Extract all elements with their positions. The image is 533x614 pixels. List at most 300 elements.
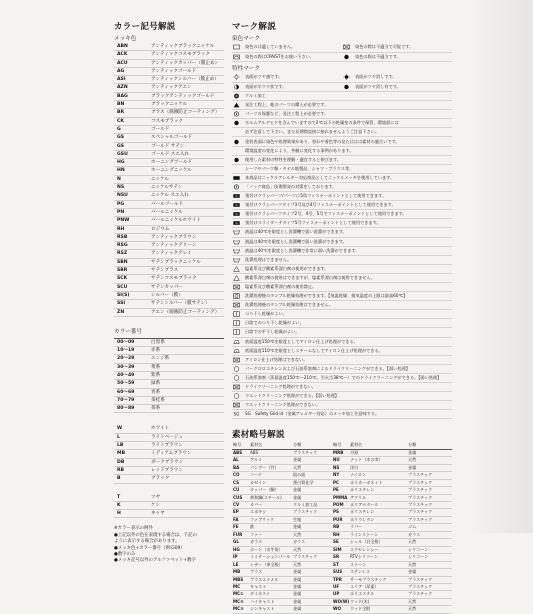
mark-row — [232, 347, 452, 356]
hand-wash-icon — [232, 257, 240, 263]
resin-row — [114, 339, 224, 347]
material-code: SE — [332, 539, 349, 546]
dry-f-icon — [232, 375, 240, 381]
material-name: ファー — [249, 531, 292, 538]
metal-row — [114, 284, 224, 292]
material-row — [232, 509, 452, 516]
color-code-column — [114, 20, 224, 565]
material-row — [232, 576, 452, 583]
dye-cross-icon — [342, 44, 350, 50]
metal-code: AG — [117, 68, 125, 74]
iron-150-icon — [232, 339, 240, 345]
mark-text: 必ず注意して下さい。また長期間直接に接れませんようご注意下さい。 — [245, 129, 380, 135]
metal-name: ゴールド スエ入れ — [151, 151, 190, 157]
material-code: NY — [332, 472, 349, 479]
finish-code: K — [117, 502, 121, 508]
material-code: GL — [232, 539, 249, 546]
metal-name: アンティックグリーン — [151, 243, 197, 249]
metal-code: NS — [117, 185, 125, 191]
material-kind: 生地 — [292, 516, 332, 523]
letters-name: レッドブラウン — [151, 467, 183, 473]
material-kind: プラスチック — [407, 583, 452, 590]
mark-text: 染色のは適していません。 — [245, 44, 296, 50]
mark-row — [232, 338, 452, 347]
metal-row — [114, 68, 224, 76]
material-row — [232, 598, 452, 605]
material-code: CS — [232, 479, 249, 486]
metal-code: ZN — [117, 309, 125, 315]
metal-name: パールニッケル — [151, 209, 183, 215]
material-name: カバー — [249, 502, 292, 509]
shade-dry-icon — [232, 320, 240, 326]
metal-name: コスモブラック — [151, 118, 184, 124]
metal-code: GS — [117, 135, 125, 141]
mark-column — [232, 20, 452, 614]
mark-text: 底面温度150℃を限度としてアイロン仕上げ処理ができる。 — [245, 338, 358, 344]
metal-row — [114, 259, 224, 267]
metal-row — [114, 176, 224, 184]
metal-row — [114, 76, 224, 84]
mark-text: アイロン仕上げ処理はできない。 — [245, 356, 308, 362]
finish-code: T — [117, 494, 121, 500]
circle-dot-icon — [232, 111, 240, 117]
resin-code: 60〜69 — [117, 389, 135, 395]
mark-row — [232, 137, 452, 146]
svg-text:G: G — [234, 203, 238, 208]
material-kind: 金属 — [407, 449, 452, 456]
mark-row — [232, 247, 452, 256]
drop-icon — [232, 157, 240, 163]
mark-row — [232, 128, 452, 137]
material-kind: 金属 — [407, 464, 452, 471]
metal-row — [114, 109, 224, 117]
resin-code: 40〜49 — [117, 372, 135, 378]
mark-text: 底面温度110℃を限度としスチームなしでアイロン仕上げ処理ができる。 — [245, 347, 383, 353]
material-code: UP — [332, 591, 349, 598]
metal-row — [114, 209, 224, 217]
material-kind: プラスチック — [292, 449, 332, 456]
letters-name: ライトブラウン — [151, 443, 183, 449]
material-row — [232, 583, 452, 590]
metal-row — [114, 51, 224, 59]
metal-name: サテンブラス — [151, 268, 179, 274]
material-header: 分類 — [292, 442, 332, 449]
finish-row — [114, 510, 224, 518]
color-notes — [114, 526, 224, 564]
resin-code: 00〜09 — [117, 339, 135, 345]
metal-code: SCU — [117, 284, 128, 290]
flat-dry-icon — [232, 329, 240, 335]
metal-code: SCK — [117, 276, 128, 282]
material-code: SIM — [332, 546, 349, 553]
dye-plain-icon — [232, 44, 240, 50]
resin-row — [114, 372, 224, 380]
wash-30-icon — [232, 229, 240, 235]
mark-text: 張付けスライダーテタイプ5号ファスナーポイントとして使用できます。 — [245, 220, 381, 226]
finish-name: ケシ — [151, 502, 161, 508]
material-name: RTVシリコーン — [349, 554, 407, 561]
blank-icon — [232, 166, 240, 172]
finish-name: ヰッヤ — [151, 511, 165, 517]
letters-row — [114, 467, 224, 475]
mark-text: SG Safety Glid id（金属アレルギー対応）のメッキ加工を意味する。 — [245, 411, 380, 417]
metal-name: ホーニングゴールド — [151, 160, 193, 166]
material-kind: 天然 — [292, 546, 332, 553]
metal-row — [114, 192, 224, 200]
mark-row — [232, 165, 452, 174]
material-code: TPR — [332, 576, 349, 583]
material-code: CUS — [232, 494, 249, 501]
mark-row — [232, 83, 342, 93]
mark-text: 液温は40℃を限度とし洗濯機で弱い洗濯ができます。 — [245, 229, 347, 235]
material-kind: 金属 — [292, 494, 332, 501]
mark-row — [232, 156, 452, 165]
blank-icon — [232, 148, 240, 154]
metal-code: ACK — [117, 52, 128, 58]
metal-row — [114, 60, 224, 68]
metal-name: パールニッケルホワイト — [151, 218, 201, 224]
letters-name: ライトベージュ — [151, 434, 183, 440]
material-name: ナイロン — [349, 472, 407, 479]
dye-mark-rows — [232, 43, 452, 62]
mark-row — [232, 210, 452, 219]
material-kind: プラスチック — [407, 494, 452, 501]
line-dry-icon — [232, 311, 240, 317]
material-name: ダイカスト — [249, 591, 292, 598]
metal-row — [114, 84, 224, 92]
material-name: ラバー — [349, 524, 407, 531]
resin-code: 20〜29 — [117, 356, 135, 362]
material-name: 黄和銅(スチール) — [249, 494, 292, 501]
note-line: ●数字のみ — [114, 552, 136, 558]
metal-code: PN — [117, 209, 125, 215]
material-name: 洋白 — [349, 464, 407, 471]
material-code: MC② — [232, 598, 249, 605]
mark-text: 表面がツヤ消しです。 — [355, 74, 397, 80]
material-row — [232, 472, 452, 479]
material-name: サーモプラスチック — [349, 576, 407, 583]
material-code: FUR — [232, 531, 249, 538]
material-code: ST — [332, 561, 349, 568]
metal-code: NSU — [117, 193, 128, 199]
mark-text: 液温は40℃を限度とし洗濯機で弱い洗濯ができます。 — [245, 238, 347, 244]
note-line: ●上記以外の色を表現する場合は、下記の — [114, 532, 197, 538]
material-header: 略号 — [332, 442, 349, 449]
bleach-o-icon — [232, 275, 240, 281]
material-kind: 天然 — [407, 539, 452, 546]
mark-row — [232, 174, 452, 183]
mark-row — [232, 201, 452, 210]
material-code: PE — [332, 487, 349, 494]
mark-text: 張付けクラシパーツタイプ3号及び4号ファスナーポイントとして使用できます。 — [245, 202, 396, 208]
resin-name: 紫系 — [151, 372, 161, 378]
mark-text: 染色の際は不適当です。 — [355, 53, 401, 59]
metal-name: サテンカッパー — [151, 284, 183, 290]
material-row — [232, 479, 452, 486]
material-name: コード — [249, 472, 292, 479]
cube-icon — [232, 139, 240, 145]
material-name: ストーン — [349, 561, 407, 568]
dye-heading: 染色マーク — [232, 36, 260, 42]
material-name: イミテーションパール — [250, 554, 291, 560]
mark-row — [232, 383, 452, 392]
material-name: アクリル — [349, 494, 407, 501]
wrench-icon — [232, 120, 240, 126]
material-table — [232, 442, 452, 613]
material-name: ホーン（水牛角） — [249, 546, 292, 553]
metal-row — [114, 275, 224, 283]
metal-code: GS — [117, 143, 125, 149]
material-code: PS — [332, 509, 349, 516]
mark-text: パークロロエチレンおよび石油系溶剤によるドライクリーニングができる。【弱い処理】 — [245, 365, 410, 371]
material-code: WO — [332, 606, 349, 613]
dye-rainbow-icon — [232, 54, 240, 60]
material-kind: プラスチック — [407, 516, 452, 523]
material-header: 素材名 — [349, 442, 407, 449]
material-name: カッパー（銅） — [249, 487, 292, 494]
resin-row — [114, 380, 224, 388]
note-line: ●メッキ色+カラー番号（例:G09） — [114, 545, 185, 551]
letters-name: ミディアムブラウン — [151, 451, 192, 457]
letters-row — [114, 450, 224, 458]
finish-row — [114, 494, 224, 502]
material-kind: 天然 — [407, 606, 452, 613]
material-row — [232, 531, 452, 538]
material-name: アルミ — [249, 457, 292, 464]
mark-text: クルミ加工 — [245, 93, 266, 99]
material-code: PC — [332, 479, 349, 486]
finish-name: ツヤ — [151, 494, 161, 500]
letters-code: DB — [117, 459, 125, 465]
mark-row — [232, 92, 452, 101]
metal-code: PNW — [117, 218, 130, 224]
material-kind: 金属 — [292, 457, 332, 464]
material-kind: 金属 — [292, 576, 332, 583]
material-kind: プラスチック — [407, 472, 452, 479]
note-line: ●メッキ記号以外のアルファベット+数字 — [114, 558, 196, 564]
material-kind: プラスチック — [407, 487, 452, 494]
resin-name: 緑系 — [151, 381, 161, 387]
material-row — [232, 591, 452, 598]
mark-row — [232, 319, 452, 328]
dye-line — [232, 43, 452, 53]
mark-text: 張付けクラシパーツ/パーツに5角ファスナーポイントとして使用できます。 — [245, 193, 387, 199]
letters-name: ダークブラウン — [151, 459, 184, 465]
mark-text: ドライクリーニング処理ができない。 — [245, 384, 316, 390]
material-kind: 蛋白質化学 — [292, 479, 332, 486]
metal-row — [114, 143, 224, 151]
mark-text: 本商品はニッケルアレルギー対応商品としてニッケルメッキを使用しています。 — [245, 174, 395, 180]
metal-code: HG — [117, 160, 125, 166]
metal-heading: メッキ色 — [114, 36, 137, 42]
metal-row — [114, 217, 224, 225]
metal-name: アンティックカッパー（膜止め） — [151, 60, 220, 66]
metal-row — [114, 226, 224, 234]
metal-code: RSG — [117, 243, 128, 249]
ring-icon — [232, 184, 240, 190]
letters-row — [114, 434, 224, 442]
metal-code: BN — [117, 102, 125, 108]
material-name: ユリア（尿素） — [349, 583, 407, 590]
letters-code: RB — [117, 467, 125, 473]
resin-code: 70〜79 — [117, 397, 135, 403]
material-kind: 天然 — [292, 561, 332, 568]
material-name: シンキャスト — [249, 606, 292, 613]
fastener-4-icon — [232, 220, 240, 226]
metal-code: RH — [117, 226, 125, 232]
metal-row — [114, 167, 224, 175]
material-name: ステンレス — [349, 569, 407, 576]
metal-name: ニッケル — [151, 176, 169, 182]
material-kind: 天然 — [292, 464, 332, 471]
metal-code: SBN — [117, 259, 128, 265]
mark-row — [232, 119, 452, 128]
resin-row — [114, 347, 224, 355]
svg-text:G: G — [234, 212, 238, 217]
page-edge-shadow — [470, 0, 533, 533]
material-code: SUS — [332, 569, 349, 576]
material-code: RH — [332, 531, 349, 538]
mark-row — [342, 43, 452, 53]
letters-code: L — [117, 434, 120, 440]
mark-row — [232, 192, 452, 201]
material-code: PMMA — [333, 494, 348, 500]
fastener-1-icon — [232, 193, 240, 199]
metal-name: アンティックブラックニッケル — [151, 44, 215, 49]
leaf-icon — [232, 175, 240, 181]
no-wet-icon — [232, 402, 240, 408]
mark-text: 日陰での平干し乾燥がよい。 — [245, 329, 300, 335]
mark-text: つり干し乾燥がよい。 — [245, 311, 287, 317]
material-header-row — [232, 442, 452, 449]
resin-name: 茶系 — [151, 406, 161, 412]
swirl-icon — [342, 84, 350, 90]
mark-row — [232, 256, 452, 265]
metal-row — [114, 267, 224, 275]
note-line: ※カラー表示の例外 — [114, 526, 153, 532]
metal-row — [114, 101, 224, 109]
mark-text: 液温は40℃を限度とし洗濯機で非常に弱い洗濯ができます。 — [245, 247, 360, 253]
mark-row — [342, 53, 452, 63]
bleach-icon — [232, 266, 240, 272]
mark-text: 日陰でのつり干し乾燥がよい。 — [245, 320, 304, 326]
letters-name: ホワイト — [151, 426, 170, 432]
feature-pair-line — [232, 73, 452, 83]
resin-name: 青系 — [151, 389, 161, 395]
material-name: エポキシ — [249, 509, 292, 516]
mark-text: 染色の際は不適当で可能です。 — [355, 44, 414, 50]
material-kind: プラスチック — [407, 509, 452, 516]
material-kind: 金属 — [407, 569, 452, 576]
no-iron-icon — [232, 357, 240, 363]
mark-text: 石油系溶剤（蒸留温度150℃〜210℃、引火点38℃〜）でのドライクリーニングができる。【弱い処理】 — [245, 374, 442, 380]
metal-code: GSU — [117, 151, 128, 157]
metal-name: ニッケルサテン — [151, 185, 183, 191]
material-name: ポリカーボネイト — [349, 479, 407, 486]
material-kind: プラスチック — [292, 509, 332, 516]
mark-row — [232, 283, 452, 292]
material-kind: シリコーン — [407, 546, 452, 553]
material-name: ポリエステル — [349, 591, 407, 598]
material-header: 略号 — [232, 442, 249, 449]
resin-name: エンジ系 — [151, 356, 170, 362]
material-kind: 金属 — [292, 591, 332, 598]
mark-row — [232, 274, 452, 283]
finish-code: H — [117, 511, 121, 517]
mark-text: 洗濯処理はできません。 — [245, 256, 292, 262]
resin-name: 白黒系 — [151, 339, 165, 345]
cross-icon — [232, 93, 240, 99]
metal-code: ASI — [117, 77, 126, 83]
metal-code: G — [117, 126, 121, 132]
material-name: ナット（木の実） — [349, 457, 407, 464]
metal-code: N — [117, 176, 121, 182]
material-code: IP — [232, 554, 249, 561]
material-name: エクセレンシー — [349, 546, 407, 553]
metal-code: CK — [117, 118, 124, 124]
metal-code: ABN — [117, 44, 128, 49]
metal-row — [114, 201, 224, 209]
material-code: ABS — [232, 449, 249, 456]
material-name: ポリウレタン — [349, 516, 407, 523]
material-name: ブラス — [249, 569, 292, 576]
metal-row — [114, 250, 224, 258]
mark-row — [232, 265, 452, 274]
finish-row — [114, 502, 224, 510]
mark-text: シーツやパーツ類・タオル地製品、シャツ・ブラウス等。 — [245, 165, 354, 171]
material-kind: ゴム — [407, 524, 452, 531]
material-code: MC① — [232, 591, 249, 598]
material-name: ファブリック — [249, 516, 292, 523]
resin-row — [114, 364, 224, 372]
material-name: レザー（革全般） — [249, 561, 292, 568]
material-name: シェル（貝全般） — [349, 539, 407, 546]
metal-name: ロジウム — [151, 226, 170, 232]
letters-code: B — [117, 476, 121, 482]
wash-40-icon — [232, 239, 240, 245]
mark-row — [232, 147, 452, 156]
metal-code: AZN — [117, 85, 128, 91]
metal-name: パールゴールド — [151, 201, 183, 207]
mark-row — [232, 392, 452, 401]
mark-text: ウエットクリーニング処理ができない。 — [245, 402, 321, 408]
material-row — [232, 569, 452, 576]
dry-p-icon — [232, 366, 240, 372]
letter-color-list — [114, 425, 224, 483]
material-code: AL — [232, 457, 249, 464]
material-code: MC — [232, 583, 249, 590]
mark-row — [232, 401, 452, 410]
material-name: ポリスチレン — [349, 509, 407, 516]
material-row — [232, 457, 452, 464]
resin-heading: カラー番号 — [114, 328, 142, 335]
letters-code: MB — [117, 451, 126, 457]
resin-code: 10〜19 — [117, 348, 135, 354]
tumble-icon — [232, 293, 240, 299]
mark-text: 使用した素材の特性を理解・適宜すると伸びます。 — [245, 156, 341, 162]
material-row — [232, 502, 452, 509]
material-kind: 金属 — [292, 606, 332, 613]
resin-code: 30〜39 — [117, 364, 135, 370]
mark-row — [232, 292, 452, 301]
metal-name: アンティックコスモブラック — [151, 52, 210, 58]
material-kind: シリコーン — [407, 554, 452, 561]
metal-name: ニッケル スエ入れ — [151, 193, 189, 199]
metal-code: PG — [117, 201, 125, 207]
material-code: FA — [232, 516, 249, 523]
mark-row — [232, 183, 452, 192]
material-kind: クルミ加工品 — [292, 502, 332, 509]
